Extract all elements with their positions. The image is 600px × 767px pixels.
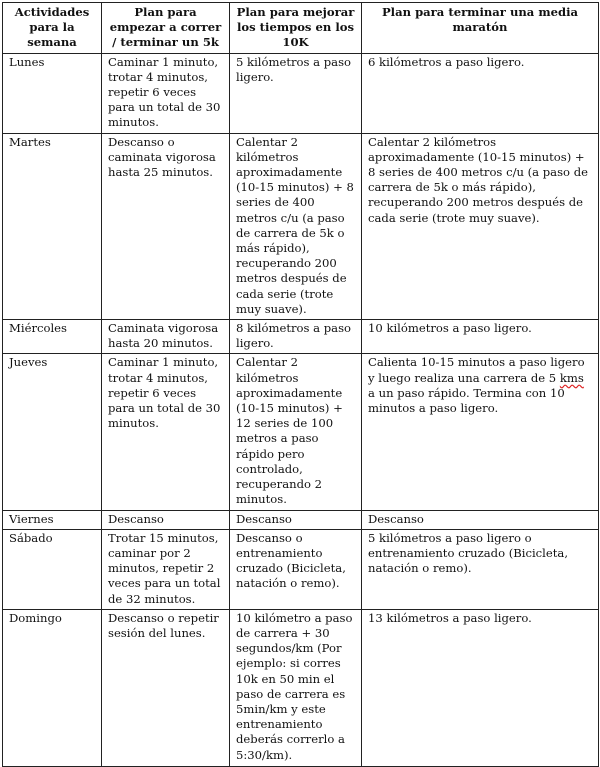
plan-10k-cell: Calentar 2 kilómetros aproximadamente (10-15 minutos) + 12 series de 100 metros a paso rápido pero controlado, recuperando 2 minutos. — [230, 354, 362, 510]
plan-5k-cell: Descanso o repetir sesión del lunes. — [102, 609, 230, 766]
table-row — [3, 354, 599, 510]
plan-half-text-after: a un paso rápido. Termina con 10 minutos a paso ligero. — [368, 385, 565, 416]
day-cell: Sábado — [3, 529, 102, 609]
plan-10k-cell: 10 kilómetro a paso de carrera + 30 segundos/km (Por ejemplo: si corres 10k en 50 min el paso de carrera es 5min/km y este entrenamiento deberás correrlo a 5:30/km). — [230, 609, 362, 766]
table-row — [3, 320, 599, 354]
header-plan-10k: Plan para mejorar los tiempos en los 10K — [230, 3, 362, 54]
plan-5k-cell: Trotar 15 minutos, caminar por 2 minutos, repetir 2 veces para un total de 32 minutos. — [102, 529, 230, 609]
day-cell: Lunes — [3, 53, 102, 133]
plan-half-cell: Calentar 2 kilómetros aproximadamente (10-15 minutos) + 8 series de 400 metros c/u (a paso de carrera de 5k o más rápido), recuperando 200 metros después de cada serie (trote muy suave). — [362, 133, 599, 319]
header-plan-half-marathon: Plan para terminar una media maratón — [362, 3, 599, 54]
plan-5k-cell: Caminar 1 minuto, trotar 4 minutos, repetir 6 veces para un total de 30 minutos. — [102, 354, 230, 510]
day-cell: Jueves — [3, 354, 102, 510]
plan-half-cell: Descanso — [362, 510, 599, 529]
plan-10k-cell: Descanso — [230, 510, 362, 529]
table-row — [3, 609, 599, 766]
plan-5k-cell: Caminar 1 minuto, trotar 4 minutos, repetir 6 veces para un total de 30 minutos. — [102, 53, 230, 133]
plan-10k-cell: 8 kilómetros a paso ligero. — [230, 320, 362, 354]
plan-half-cell: 13 kilómetros a paso ligero. — [362, 609, 599, 766]
plan-10k-cell: Descanso o entrenamiento cruzado (Bicicleta, natación o remo). — [230, 529, 362, 609]
plan-half-cell: 10 kilómetros a paso ligero. — [362, 320, 599, 354]
plan-10k-cell: 5 kilómetros a paso ligero. — [230, 53, 362, 133]
training-plan-table — [2, 2, 599, 767]
day-cell: Martes — [3, 133, 102, 319]
plan-half-text-before: Calienta 10-15 minutos a paso ligero y luego realiza una carrera de 5 — [368, 355, 585, 385]
plan-10k-cell: Calentar 2 kilómetros aproximadamente (10-15 minutos) + 8 series de 400 metros c/u (a paso de carrera de 5k o más rápido), recuperando 200 metros después de cada serie (trote muy suave). — [230, 133, 362, 319]
plan-5k-cell: Caminata vigorosa hasta 20 minutos. — [102, 320, 230, 354]
table-row — [3, 529, 599, 609]
spellcheck-flagged-word: kms — [559, 370, 584, 385]
header-activities: Actividades para la semana — [3, 3, 102, 54]
plan-5k-cell: Descanso o caminata vigorosa hasta 25 minutos. — [102, 133, 230, 319]
plan-5k-cell: Descanso — [102, 510, 230, 529]
day-cell: Miércoles — [3, 320, 102, 354]
table-row — [3, 510, 599, 529]
plan-half-cell: 6 kilómetros a paso ligero. — [362, 53, 599, 133]
table-row — [3, 133, 599, 319]
plan-half-cell — [362, 354, 599, 510]
header-plan-5k: Plan para empezar a correr / terminar un 5k — [102, 3, 230, 54]
day-cell: Viernes — [3, 510, 102, 529]
header-row — [3, 3, 599, 54]
day-cell: Domingo — [3, 609, 102, 766]
plan-half-cell: 5 kilómetros a paso ligero o entrenamiento cruzado (Bicicleta, natación o remo). — [362, 529, 599, 609]
table-row — [3, 53, 599, 133]
